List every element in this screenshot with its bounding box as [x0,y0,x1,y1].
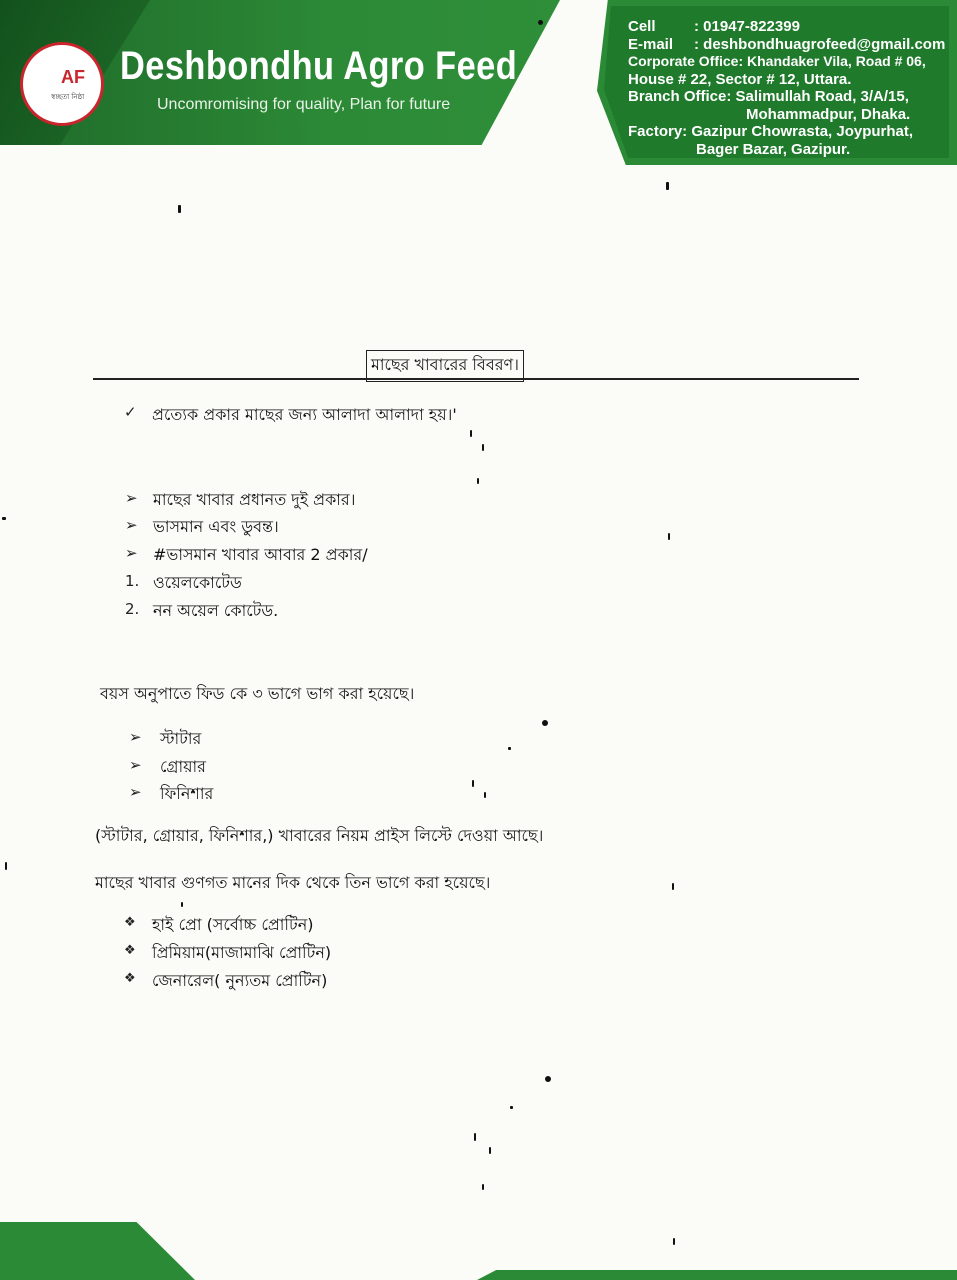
scan-speck [472,780,474,787]
factory-line2: Bager Bazar, Gazipur. [696,140,851,158]
scan-speck [470,430,472,437]
company-name: Deshbondhu Agro Feed [120,44,518,88]
check-item-text: প্রত্যেক প্রকার মাছের জন্য আলাদা আলাদা হয়।' [152,405,457,424]
cell-label: Cell [628,18,656,35]
scan-speck [482,1184,484,1190]
scan-speck [2,517,6,520]
scan-speck [545,1076,551,1082]
title-underline [93,378,859,380]
arrow-bullet-icon: ➢ [125,516,138,534]
footer-band-right [477,1270,957,1280]
list-item: #ভাসমান খাবার আবার 2 প্রকার/ [153,545,368,564]
list-item: প্রিমিয়াম(মাজামাঝি প্রোটিন) [152,943,332,962]
email-label: E-mail [628,35,674,53]
number-marker: 2. [125,600,140,618]
contact-block [628,18,945,158]
scan-speck [181,902,183,907]
scan-speck [668,533,670,540]
scan-speck [542,720,548,726]
numbered-item: ওয়েলকোটেড [153,573,242,592]
scan-speck [477,478,479,484]
document-title: মাছের খাবারের বিবরণ। [366,350,524,382]
list-item: স্টাটার [160,729,202,748]
arrow-bullet-icon: ➢ [129,756,142,774]
number-marker: 1. [125,572,140,590]
diamond-bullet-icon: ❖ [124,943,136,958]
scan-speck [484,792,486,798]
cell-value: : 01947-822399 [694,18,800,35]
company-logo [20,42,104,126]
scan-speck [508,747,511,750]
logo-text: AF [61,67,85,87]
quality-intro-text: মাছের খাবার গুণগত মানের দিক থেকে তিন ভাগে করা হয়েছে। [95,873,491,892]
arrow-bullet-icon: ➢ [125,489,138,507]
branch-office-line1: Branch Office: Salimullah Road, 3/A/15, [628,88,909,105]
arrow-bullet-icon: ➢ [129,728,142,746]
arrow-bullet-icon: ➢ [125,544,138,562]
corporate-office-line1: Corporate Office: Khandaker Vila, Road # 06, [628,53,926,69]
list-item: গ্রোয়ার [160,757,206,776]
scan-speck [666,182,669,190]
email-value: : deshbondhuagrofeed@gmail.com [694,35,946,53]
corporate-office-line2: House # 22, Sector # 12, Uttara. [628,70,852,88]
scan-speck [489,1147,491,1154]
arrow-bullet-icon: ➢ [129,783,142,801]
scan-speck [672,883,674,890]
scan-speck [5,862,7,870]
list-item: মাছের খাবার প্রধানত দুই প্রকার। [153,490,356,509]
scan-speck [538,20,543,25]
diamond-bullet-icon: ❖ [124,971,136,986]
company-tagline: Uncomromising for quality, Plan for future [157,96,451,113]
list-item: জেনারেল( নুন্যতম প্রোটিন) [152,971,328,990]
price-note-text: (স্টাটার, গ্রোয়ার, ফিনিশার,) খাবারের নিয়ম প্রাইস লিস্টে দেওয়া আছে। [95,826,544,845]
age-intro-text: বয়স অনুপাতে ফিড কে ৩ ভাগে ভাগ করা হয়েছে। [100,684,415,703]
numbered-item: নন অয়েল কোটেড. [153,601,279,620]
scan-speck [510,1106,513,1109]
factory-line1: Factory: Gazipur Chowrasta, Joypurhat, [628,123,914,140]
branch-office-line2: Mohammadpur, Dhaka. [746,105,911,123]
list-item: ফিনিশার [160,784,214,803]
logo-subtext: স্বচ্ছতা নিষ্ঠা [51,93,85,101]
scan-speck [673,1238,675,1245]
scan-speck [482,444,484,451]
footer-band-left [0,1222,195,1280]
scan-speck [474,1133,476,1141]
checkmark-icon: ✓ [124,403,137,421]
list-item: ভাসমান এবং ডুবন্ত। [153,517,279,536]
diamond-bullet-icon: ❖ [124,915,136,930]
scan-speck [178,205,181,213]
list-item: হাই প্রো (সর্বোচ্চ প্রোটিন) [152,915,314,934]
